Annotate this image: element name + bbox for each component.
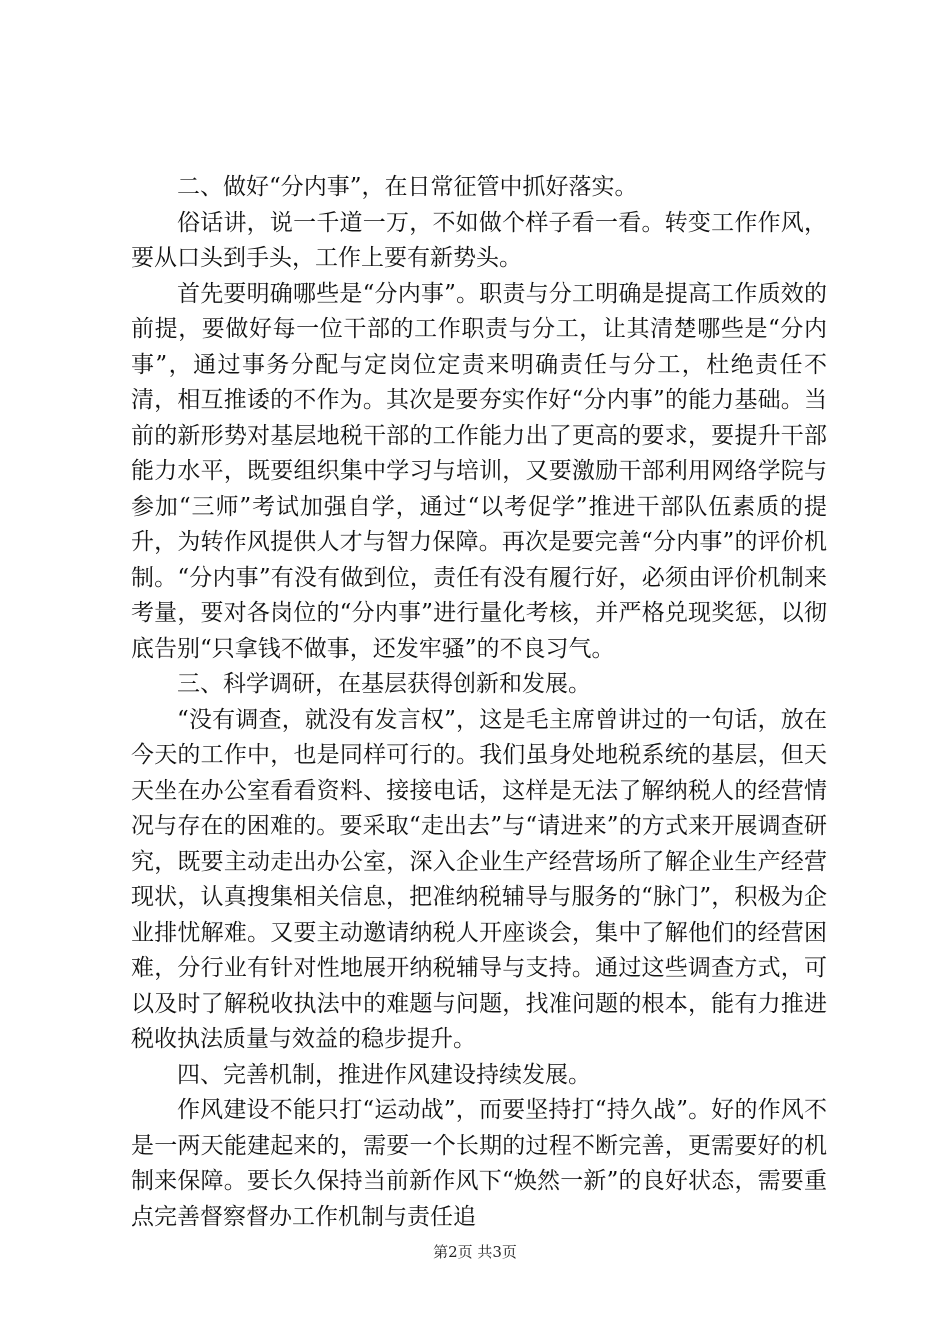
page-footer: 第2页 共3页 [433, 1243, 517, 1261]
body-paragraph: “没有调查，就没有发言权”，这是毛主席曾讲过的一句话，放在今天的工作中，也是同样可行的。我们虽身处地税系统的基层，但天天坐在办公室看看资料、接接电话，这样是无法了解纳税人的经营情况与存在的困难的。要采取“走出去”与“请进来”的方式来开展调查研究，既要主动走出办公室，深入企业生产经营场所了解企业生产经营现状，认真搜集相关信息，把准纳税辅导与服务的“脉门”，积极为企业排忧解难。又要主动邀请纳税人开座谈会，集中了解他们的经营困难，分行业有针对性地展开纳税辅导与支持。通过这些调查方式，可以及时了解税收执法中的难题与问题，找准问题的根本，能有力推进税收执法质量与效益的稳步提升。 [131, 706, 827, 1052]
body-paragraph: 首先要明确哪些是“分内事”。职责与分工明确是提高工作质效的前提，要做好每一位干部的工作职责与分工，让其清楚哪些是“分内事”，通过事务分配与定岗位定责来明确责任与分工，杜绝责任不清，相互推诿的不作为。其次是要夯实作好“分内事”的能力基础。当前的新形势对基层地税干部的工作能力出了更高的要求，要提升干部能力水平，既要组织集中学习与培训，又要激励干部利用网络学院与参加“三师”考试加强自学，通过“以考促学”推进干部队伍素质的提升，为转作风提供人才与智力保障。再次是要完善“分内事”的评价机制。“分内事”有没有做到位，责任有没有履行好，必须由评价机制来考量，要对各岗位的“分内事”进行量化考核，并严格兑现奖惩，以彻底告别“只拿钱不做事，还发牢骚”的不良习气。 [131, 280, 827, 662]
section-heading-4: 四、完善机制，推进作风建设持续发展。 [177, 1061, 591, 1088]
section-heading-3: 三、科学调研，在基层获得创新和发展。 [177, 671, 591, 697]
body-paragraph: 作风建设不能只打“运动战”，而要坚持打“持久战”。好的作风不是一两天能建起来的，需要一个长期的过程不断完善，更需要好的机制来保障。要长久保持当前新作风下“焕然一新”的良好状态，需要重点完善督察督办工作机制与责任追 [131, 1097, 827, 1230]
document-body [131, 170, 827, 1235]
body-paragraph: 俗话讲，说一千道一万，不如做个样子看一看。转变工作作风，要从口头到手头，工作上要有新势头。 [131, 209, 827, 271]
section-heading-2: 二、做好“分内事”，在日常征管中抓好落实。 [177, 174, 638, 200]
